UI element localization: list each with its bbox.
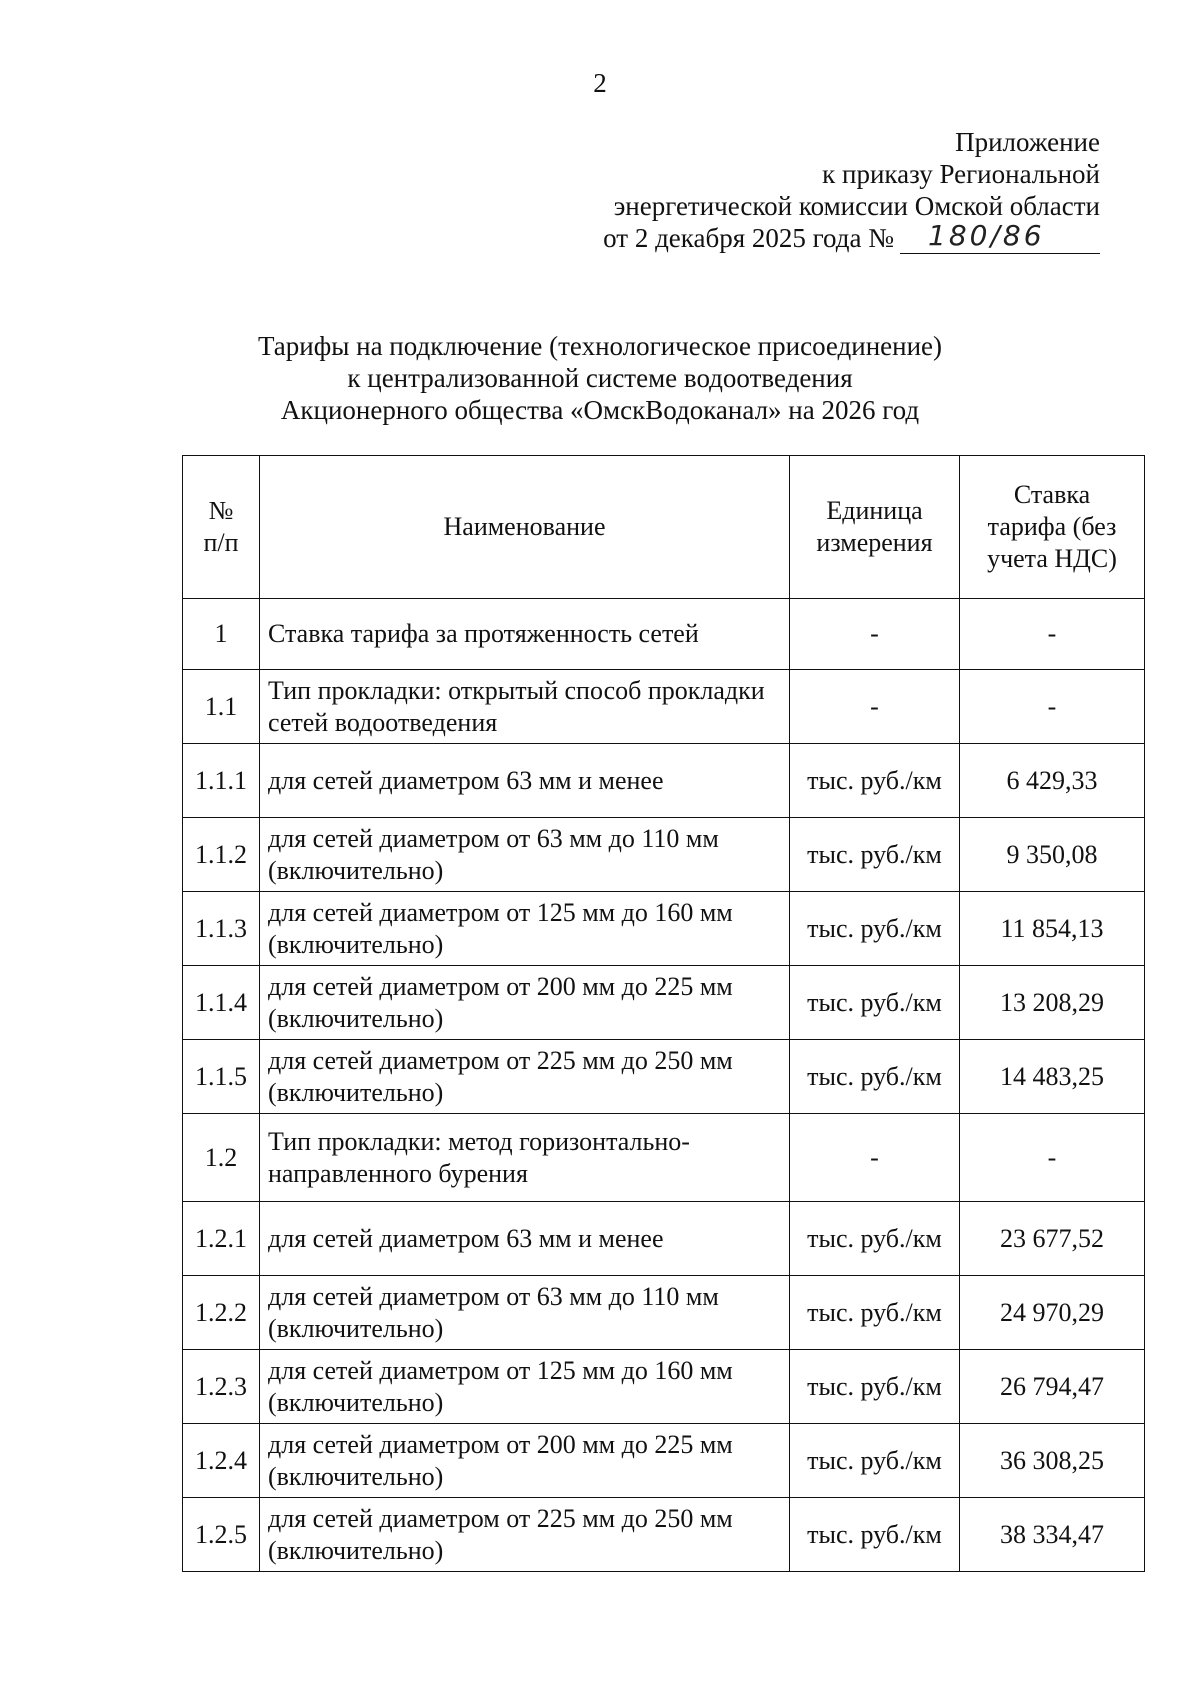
row-name: Ставка тарифа за протяженность сетей [260,599,790,670]
row-unit: тыс. руб./км [790,1276,960,1350]
row-value: 9 350,08 [960,818,1145,892]
row-num: 1.1.4 [183,966,260,1040]
row-num: 1.2.3 [183,1350,260,1424]
row-unit: - [790,670,960,744]
row-num: 1.2.1 [183,1202,260,1276]
table-row [183,966,1145,1040]
table-row [183,1114,1145,1202]
table-row [183,599,1145,670]
row-num: 1 [183,599,260,670]
row-name: для сетей диаметром 63 мм и менее [260,1202,790,1276]
row-name: для сетей диаметром от 125 мм до 160 мм (включительно) [260,892,790,966]
row-value: - [960,599,1145,670]
row-value: 26 794,47 [960,1350,1145,1424]
row-num: 1.2.4 [183,1424,260,1498]
row-value: 11 854,13 [960,892,1145,966]
table-row [183,892,1145,966]
table-row [183,1498,1145,1572]
row-unit: тыс. руб./км [790,966,960,1040]
page-number: 2 [593,68,607,98]
appendix-line-4 [603,219,1100,254]
row-unit: тыс. руб./км [790,818,960,892]
table-row [183,744,1145,818]
row-num: 1.2.5 [183,1498,260,1572]
row-num: 1.1.1 [183,744,260,818]
title-line-2: к централизованной системе водоотведения [347,363,853,393]
row-name: для сетей диаметром от 125 мм до 160 мм (включительно) [260,1350,790,1424]
row-num: 1.1.3 [183,892,260,966]
row-unit: тыс. руб./км [790,744,960,818]
header-rate: Ставка тарифа (без учета НДС) [960,456,1145,599]
row-value: 38 334,47 [960,1498,1145,1572]
order-date-prefix: от 2 декабря 2025 года № [603,223,894,253]
appendix-line-1: Приложение [955,127,1100,157]
row-name: для сетей диаметром от 63 мм до 110 мм (включительно) [260,818,790,892]
row-unit: тыс. руб./км [790,892,960,966]
row-name: для сетей диаметром от 225 мм до 250 мм (включительно) [260,1040,790,1114]
table-row [183,670,1145,744]
row-name: Тип прокладки: метод горизонтально-направленного бурения [260,1114,790,1202]
row-name: для сетей диаметром от 63 мм до 110 мм (включительно) [260,1276,790,1350]
row-value: - [960,670,1145,744]
header-unit: Единица измерения [790,456,960,599]
row-unit: тыс. руб./км [790,1040,960,1114]
tariff-table [182,455,1145,1572]
appendix-line-2: к приказу Региональной [822,159,1100,189]
row-value: 36 308,25 [960,1424,1145,1498]
row-value: 13 208,29 [960,966,1145,1040]
table-row [183,1424,1145,1498]
row-num: 1.1.5 [183,1040,260,1114]
row-num: 1.2 [183,1114,260,1202]
table-row [183,1040,1145,1114]
header-num: № п/п [183,456,260,599]
appendix-block [603,126,1100,254]
row-num: 1.2.2 [183,1276,260,1350]
title-line-3: Акционерного общества «ОмскВодоканал» на 2026 год [280,395,920,425]
table-body [183,599,1145,1572]
row-value: 24 970,29 [960,1276,1145,1350]
order-number-field [900,219,1100,254]
row-name: для сетей диаметром от 225 мм до 250 мм (включительно) [260,1498,790,1572]
handwritten-order-number: 180/86 [928,219,1045,252]
table-row [183,1276,1145,1350]
row-value: 23 677,52 [960,1202,1145,1276]
table-row [183,1202,1145,1276]
row-unit: - [790,599,960,670]
header-name: Наименование [260,456,790,599]
row-name: для сетей диаметром от 200 мм до 225 мм (включительно) [260,1424,790,1498]
table-header-row [183,456,1145,599]
row-num: 1.1.2 [183,818,260,892]
row-unit: - [790,1114,960,1202]
appendix-line-3: энергетической комиссии Омской области [613,191,1100,221]
row-value: 14 483,25 [960,1040,1145,1114]
row-unit: тыс. руб./км [790,1350,960,1424]
row-unit: тыс. руб./км [790,1202,960,1276]
row-value: 6 429,33 [960,744,1145,818]
table-row [183,1350,1145,1424]
row-num: 1.1 [183,670,260,744]
row-unit: тыс. руб./км [790,1424,960,1498]
row-name: Тип прокладки: открытый способ прокладки сетей водоотведения [260,670,790,744]
row-unit: тыс. руб./км [790,1498,960,1572]
row-name: для сетей диаметром от 200 мм до 225 мм (включительно) [260,966,790,1040]
row-name: для сетей диаметром 63 мм и менее [260,744,790,818]
table-row [183,818,1145,892]
row-value: - [960,1114,1145,1202]
title-line-1: Тарифы на подключение (технологическое присоединение) [257,331,943,361]
document-title [0,330,1200,426]
